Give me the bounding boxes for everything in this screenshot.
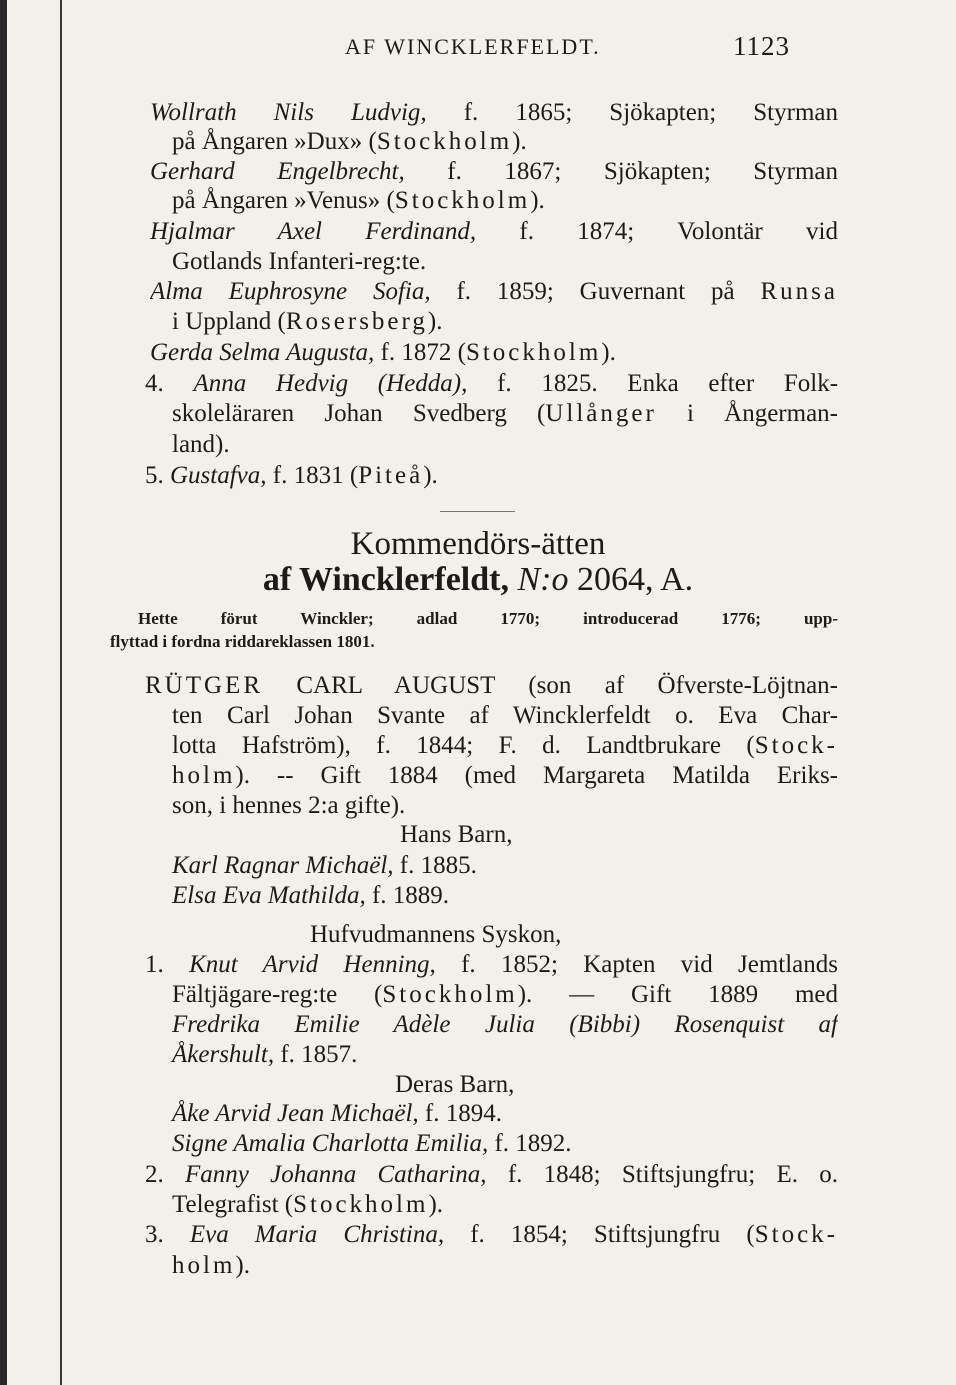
text-line — [172, 980, 838, 1010]
text-segment: ). — [235, 1252, 250, 1279]
number-label: N:o — [517, 561, 569, 598]
text-line — [172, 1129, 572, 1159]
text-segment: 2. — [145, 1161, 186, 1188]
italic-name: Gerda Selma Augusta, — [150, 339, 375, 366]
text-segment: 3. — [145, 1221, 190, 1248]
text-segment: ). — [427, 308, 443, 335]
text-segment: f. 1859; Guvernant på — [430, 278, 761, 305]
text-segment: ). — [423, 462, 438, 489]
text-segment: holm — [172, 762, 236, 789]
text-line — [172, 307, 442, 337]
italic-name: Fanny Johanna Catharina, — [185, 1161, 487, 1188]
text-segment: Stock- — [754, 732, 838, 759]
text-segment: Stock- — [754, 1221, 838, 1248]
text-segment: holm — [172, 1252, 236, 1279]
text-segment: Gotlands Infanteri-reg:te. — [172, 248, 427, 275]
page-margin-rule — [60, 0, 62, 1385]
page-number: 1123 — [733, 31, 790, 61]
text-segment: son, i hennes 2:a gifte). — [172, 792, 406, 819]
text-line — [145, 671, 838, 701]
text-segment: land). — [172, 431, 230, 458]
text-segment: Hette förut Winckler; adlad 1770; introducerad 1776; upp- — [138, 609, 838, 628]
text-segment: f. 1874; Volontär vid — [476, 218, 838, 245]
section-title-line2 — [0, 560, 956, 600]
text-segment: Stockholm — [394, 187, 531, 214]
italic-name: Karl Ragnar Michaël, — [172, 852, 394, 879]
text-line — [172, 1190, 443, 1220]
text-line — [172, 731, 838, 761]
text-line — [172, 1099, 502, 1129]
text-segment: ). — [428, 1191, 444, 1218]
text-segment: f. 1854; Stiftsjungfru ( — [444, 1221, 755, 1248]
text-line — [172, 1040, 357, 1070]
italic-name: Åkershult, — [172, 1041, 275, 1068]
text-segment: på Ångaren »Dux» ( — [172, 128, 377, 155]
text-line — [172, 761, 838, 791]
text-line — [172, 430, 230, 460]
text-segment: Telegrafist ( — [172, 1191, 294, 1218]
text-segment: RÜTGER — [145, 672, 263, 699]
text-line — [172, 1010, 838, 1040]
running-title: AF WINCKLERFELDT. — [345, 34, 601, 59]
text-segment: Stockholm — [382, 981, 518, 1008]
text-line — [145, 950, 838, 980]
italic-name: Åke Arvid Jean Michaël, — [172, 1100, 419, 1127]
text-line — [395, 1070, 514, 1100]
text-segment: ). — [530, 187, 545, 214]
text-segment: Hans Barn, — [400, 821, 513, 848]
text-segment: Piteå — [358, 462, 424, 489]
italic-name: Elsa Eva Mathilda, — [172, 882, 366, 909]
italic-name: Fredrika Emilie Adèle Julia (Bibbi) Rosenquist af — [172, 1011, 838, 1038]
italic-name: Alma Euphrosyne Sofia, — [150, 278, 431, 305]
text-line — [145, 1220, 838, 1250]
text-segment: Stockholm — [293, 1191, 429, 1218]
text-segment: ). — Gift 1889 med — [517, 981, 838, 1008]
text-line — [172, 881, 449, 911]
text-segment: ). — [601, 339, 616, 366]
text-segment: Deras Barn, — [395, 1071, 515, 1098]
text-segment: i Uppland ( — [172, 308, 286, 335]
text-line — [145, 1160, 838, 1190]
text-segment: flyttad i fordna riddareklassen 1801. — [110, 632, 375, 651]
italic-name: Wollrath Nils Ludvig, — [150, 99, 427, 126]
section-title-line1: Kommendörs-ätten — [350, 526, 606, 562]
text-segment: f. 1865; Sjökapten; Styrman — [426, 99, 838, 126]
text-line — [172, 247, 426, 277]
text-segment: 5. — [145, 462, 170, 489]
text-line — [150, 98, 838, 128]
text-segment: f. 1885. — [393, 852, 477, 879]
text-segment: Rosersberg — [285, 308, 428, 335]
italic-name: Knut Arvid Henning, — [189, 951, 436, 978]
text-line — [150, 277, 838, 307]
text-segment: f. 1825. Enka efter Folk- — [467, 370, 838, 397]
italic-name: Gustafva, — [170, 462, 267, 489]
text-segment: f. 1857. — [274, 1041, 358, 1068]
italic-name: Signe Amalia Charlotta Emilia, — [172, 1130, 489, 1157]
text-segment: ). -- Gift 1884 (med Margareta Matilda Eriks- — [235, 762, 838, 789]
text-segment: skoleläraren Johan Svedberg ( — [172, 400, 546, 427]
text-line — [172, 791, 405, 821]
text-line — [172, 127, 527, 157]
text-segment: på Ångaren »Venus» ( — [172, 187, 395, 214]
text-segment: f. 1852; Kapten vid Jemtlands — [435, 951, 838, 978]
italic-name: Hjalmar Axel Ferdinand, — [150, 218, 477, 245]
text-line — [172, 399, 838, 429]
text-line — [150, 338, 616, 368]
text-segment: f. 1872 ( — [374, 339, 466, 366]
text-segment: 4. — [145, 370, 194, 397]
text-segment: f. 1894. — [418, 1100, 502, 1127]
section-divider — [440, 511, 515, 512]
text-segment: ). — [512, 128, 527, 155]
text-segment: Stockholm — [376, 128, 513, 155]
text-line — [310, 920, 561, 950]
text-segment: f. 1889. — [365, 882, 450, 909]
text-segment: f. 1848; Stiftsjungfru; E. o. — [486, 1161, 838, 1188]
italic-name: Eva Maria Christina, — [189, 1221, 445, 1248]
text-line — [145, 461, 438, 491]
text-segment: f. 1867; Sjökapten; Styrman — [404, 158, 838, 185]
text-line — [172, 186, 545, 216]
text-segment: Ullånger — [545, 400, 657, 427]
italic-name: Anna Hedvig (Hedda), — [193, 370, 468, 397]
family-name: af Wincklerfeldt, — [262, 561, 509, 598]
family-number: 2064, A. — [576, 561, 694, 598]
text-line — [150, 217, 838, 247]
text-line — [110, 631, 375, 653]
text-line — [400, 820, 512, 850]
text-segment: f. 1892. — [488, 1130, 572, 1157]
text-segment: ten Carl Johan Svante af Wincklerfeldt o. Eva Char- — [172, 702, 838, 729]
page-binding-edge — [0, 0, 7, 1385]
italic-name: Gerhard Engelbrecht, — [150, 158, 405, 185]
text-segment: 1. — [145, 951, 190, 978]
text-segment: i Ångerman- — [656, 400, 838, 427]
text-line — [150, 157, 838, 187]
text-segment: CARL AUGUST (son af Öfverste-Löjtnan- — [263, 672, 838, 699]
text-segment: Hufvudmannens Syskon, — [310, 921, 562, 948]
text-line — [172, 1251, 250, 1281]
text-segment: lotta Hafström), f. 1844; F. d. Landtbrukare ( — [172, 732, 755, 759]
text-segment: Runsa — [760, 278, 838, 305]
text-segment: Fältjägare-reg:te ( — [172, 981, 383, 1008]
text-segment: Stockholm — [465, 339, 602, 366]
text-line — [172, 701, 838, 731]
text-line — [172, 851, 477, 881]
text-segment: f. 1831 ( — [266, 462, 359, 489]
text-line — [145, 369, 838, 399]
